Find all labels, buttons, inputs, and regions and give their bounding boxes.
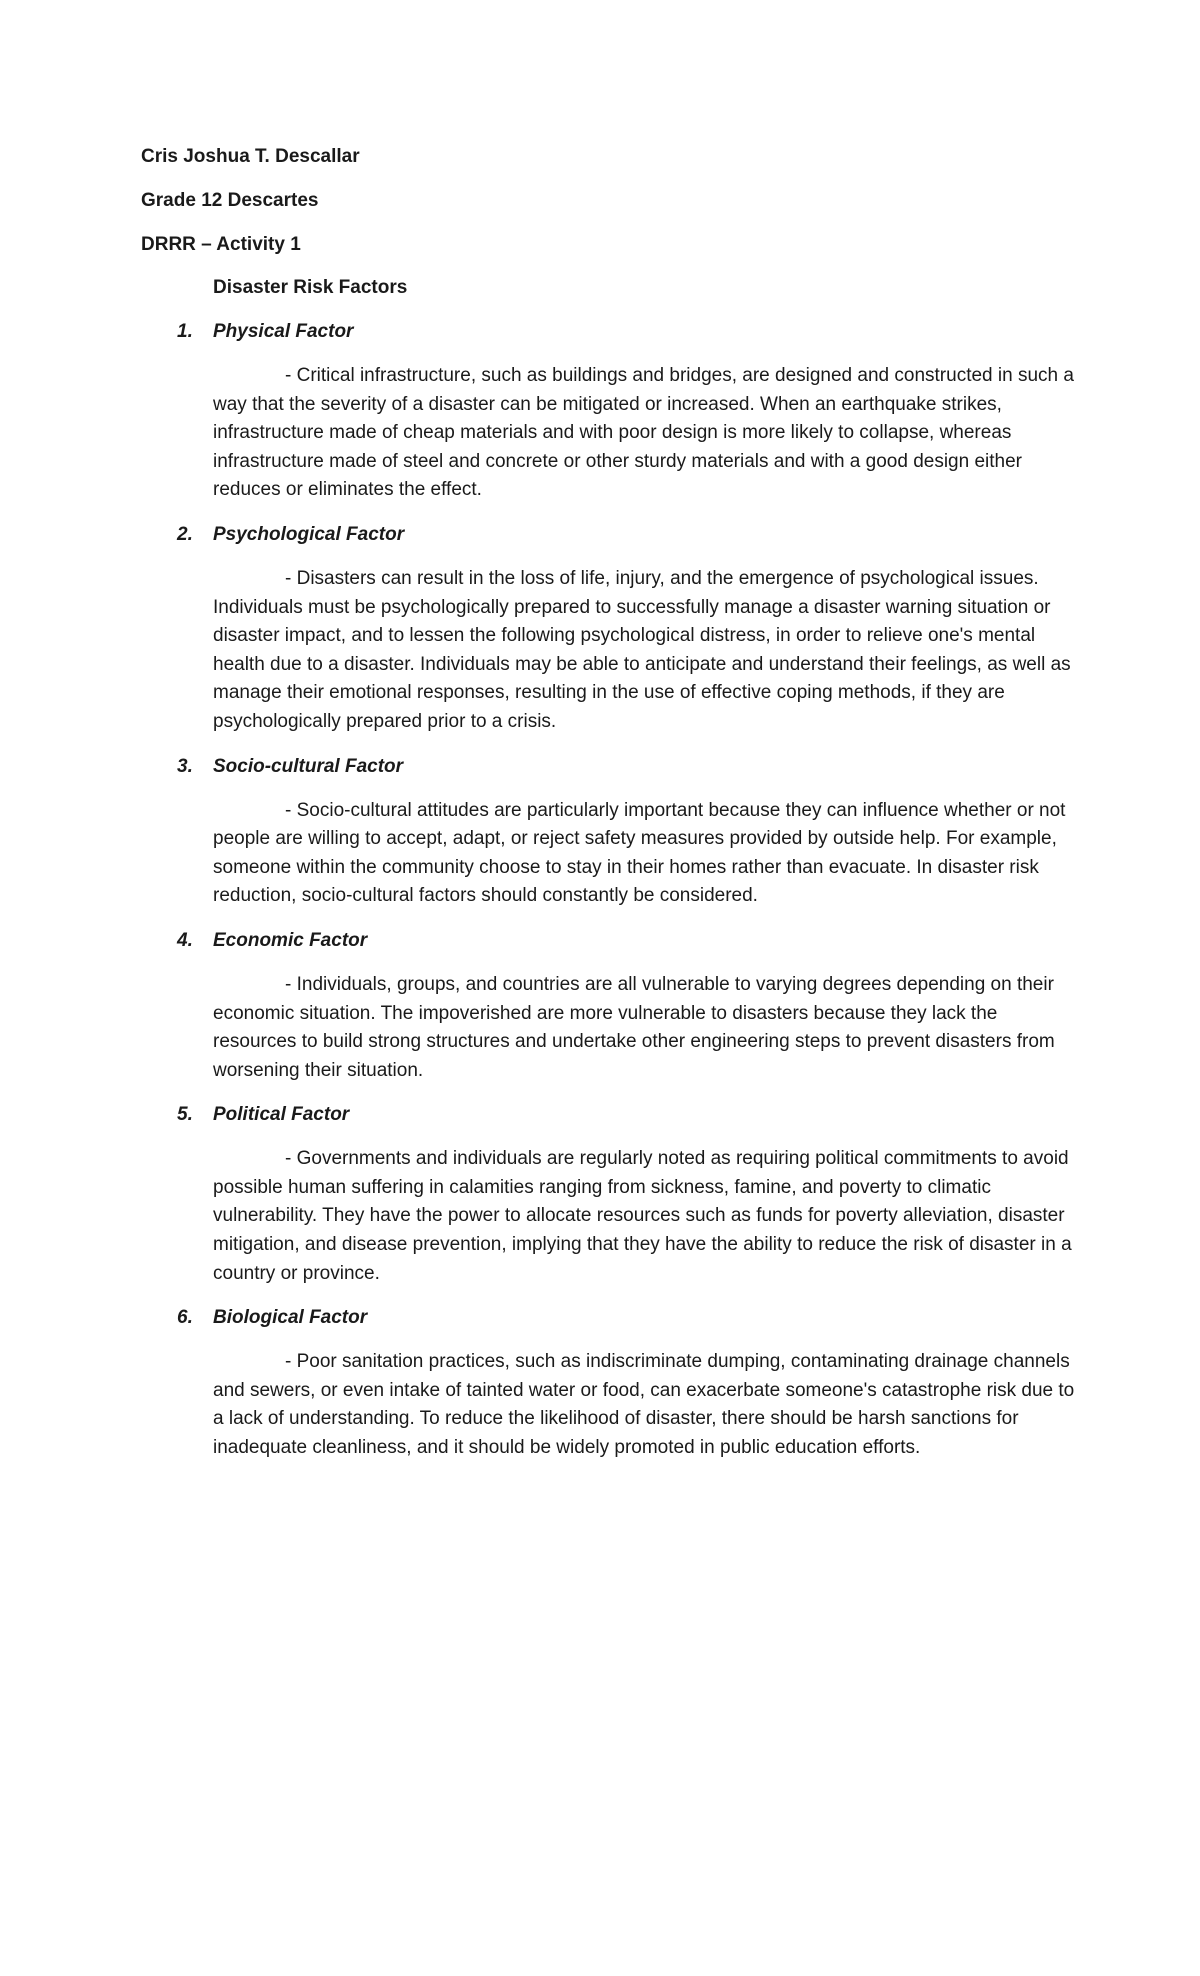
factor-number: 1. [177,321,193,342]
factor-item-biological [177,1304,1075,1462]
factor-number: 6. [177,1307,193,1329]
document-header [141,143,1041,275]
factor-number: 3. [177,755,193,777]
factor-heading: Physical Factor [213,321,354,342]
factor-item-socio-cultural [177,753,1075,911]
factor-heading: Economic Factor [213,929,368,951]
student-grade: Grade 12 Descartes [141,190,319,211]
factor-body: - Disasters can result in the loss of life, injury, and the emergence of psychological issues. Individuals must be psychologically prepared to successfully manage a disaster warning situation or disaster impact, and to lessen the following psychological distress, in order to relieve one's mental health due to a disaster. Individuals may be able to anticipate and understand their feelings, as well as manage their emotional responses, resulting in the use of effective coping methods, if they are psychologically prepared prior to a crisis. [213,567,1071,732]
student-name: Cris Joshua T. Descallar [141,146,360,167]
factor-body: - Individuals, groups, and countries are all vulnerable to varying degrees depending on their economic situation. The impoverished are more vulnerable to disasters because they lack the resources to build strong structures and undertake other engineering steps to prevent disasters from worsening their situation. [213,973,1055,1081]
factor-item-physical [177,318,1075,505]
activity-label: DRRR – Activity 1 [141,234,301,255]
factor-item-economic [177,927,1075,1085]
factor-heading: Psychological Factor [213,523,405,545]
factor-number: 2. [177,523,193,545]
factor-body: - Socio-cultural attitudes are particularly important because they can influence whether or not people are willing to accept, adapt, or reject safety measures provided by outside help. For example, someone within the community choose to stay in their homes rather than evacuate. In disaster risk reduction, socio-cultural factors should constantly be considered. [213,799,1066,907]
factor-number: 4. [177,929,193,951]
factor-heading: Biological Factor [213,1307,368,1329]
factor-body: - Critical infrastructure, such as buildings and bridges, are designed and constructed in such a way that the severity of a disaster can be mitigated or increased. When an earthquake strikes, infrastructure made of cheap materials and with poor design is more likely to collapse, whereas infrastructure made of steel and concrete or other sturdy materials and with a good design either reduces or eliminates the effect. [213,365,1074,501]
factor-list [177,318,1075,1479]
factor-body: - Poor sanitation practices, such as indiscriminate dumping, contaminating drainage channels and sewers, or even intake of tainted water or food, can exacerbate someone's catastrophe risk due to a lack of understanding. To reduce the likelihood of disaster, there should be harsh sanctions for inadequate cleanliness, and it should be widely promoted in public education efforts. [213,1351,1075,1459]
document-title: Disaster Risk Factors [213,277,408,298]
factor-heading: Political Factor [213,1104,350,1126]
factor-item-psychological [177,521,1075,737]
factor-number: 5. [177,1104,193,1126]
factor-item-political [177,1101,1075,1288]
factor-heading: Socio-cultural Factor [213,755,404,777]
factor-body: - Governments and individuals are regularly noted as requiring political commitments to avoid possible human suffering in calamities ranging from sickness, famine, and poverty to climatic vulnerability. They have the power to allocate resources such as funds for poverty alleviation, disaster mitigation, and disease prevention, implying that they have the ability to reduce the risk of disaster in a country or province. [213,1148,1072,1284]
